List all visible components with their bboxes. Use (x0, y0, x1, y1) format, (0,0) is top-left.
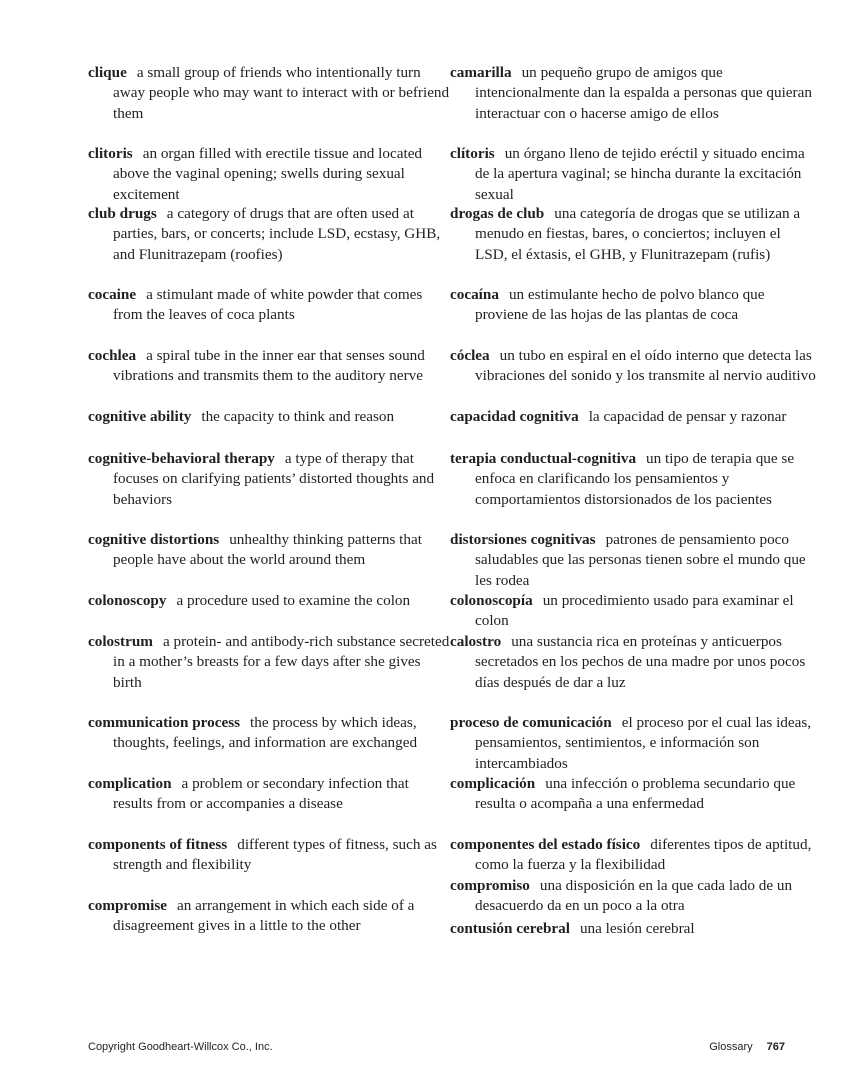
glossary-entry (450, 407, 817, 427)
glossary-entry (450, 285, 817, 326)
glossary-entry (450, 774, 817, 815)
glossary-entry (88, 346, 451, 387)
glossary-term: clitoris (88, 145, 133, 162)
glossary-entry (88, 632, 451, 693)
glossary-entry (88, 530, 451, 571)
glossary-definition: a small group of friends who intentionally turn away people who may want to interact with or befriend them (113, 64, 450, 122)
glossary-entry (450, 449, 817, 510)
glossary-entry (88, 63, 451, 124)
glossary-definition: un órgano lleno de tejido eréctil y situado encima de la apertura vaginal; se hincha durante la excitación sexual (475, 145, 805, 203)
glossary-term: clítoris (450, 145, 495, 162)
glossary-definition: an organ filled with erectile tissue and located above the vaginal opening; swells during sexual excitement (113, 145, 423, 203)
glossary-definition: a protein- and antibody-rich substance secreted in a mother’s breasts for a few days after she gives birth (113, 633, 450, 691)
glossary-term: drogas de club (450, 205, 545, 222)
glossary-definition: the capacity to think and reason (201, 408, 395, 425)
glossary-term: components of fitness (88, 836, 228, 853)
glossary-definition: una infección o problema secundario que resulta o acompaña a una enfermedad (475, 775, 796, 813)
page-number: 767 (766, 1041, 785, 1053)
glossary-definition: a problem or secondary infection that results from or accompanies a disease (113, 775, 409, 813)
glossary-term: cognitive distortions (88, 531, 220, 548)
glossary-term: colonoscopía (450, 592, 533, 609)
glossary-definition: a type of therapy that focuses on clarifying patients’ distorted thoughts and behaviors (113, 450, 435, 508)
glossary-entry (88, 774, 451, 815)
glossary-entry (88, 713, 451, 754)
glossary-definition: a procedure used to examine the colon (176, 592, 411, 609)
glossary-definition: a category of drugs that are often used at parties, bars, or concerts; include LSD, ecstasy, GHB, and Flunitrazepam (roofies) (113, 205, 441, 263)
glossary-term: clique (88, 64, 127, 81)
glossary-definition: diferentes tipos de aptitud, como la fuerza y la flexibilidad (475, 836, 812, 874)
glossary-definition: a stimulant made of white powder that comes from the leaves of coca plants (113, 286, 423, 324)
page-footer (709, 1041, 785, 1053)
glossary-term: cochlea (88, 347, 137, 364)
glossary-entry (450, 346, 817, 387)
glossary-term: complication (88, 775, 172, 792)
glossary-definition: la capacidad de pensar y razonar (588, 408, 787, 425)
glossary-term: distorsiones cognitivas (450, 531, 596, 548)
glossary-definition: una categoría de drogas que se utilizan a menudo en fiestas, bares, o conciertos; incluyen el LSD, el éxtasis, el GHB, y Flunitrazepam (rufis) (475, 205, 801, 263)
glossary-entry (450, 713, 817, 774)
glossary-definition: un tubo en espiral en el oído interno que detecta las vibraciones del sonido y los transmite al nervio auditivo (475, 347, 816, 385)
glossary-definition: el proceso por el cual las ideas, pensamientos, sentimientos, e información son intercambiados (475, 714, 812, 772)
glossary-term: colonoscopy (88, 592, 167, 609)
glossary-term: cocaína (450, 286, 499, 303)
glossary-term: calostro (450, 633, 502, 650)
glossary-term: complicación (450, 775, 536, 792)
glossary-entry (88, 591, 451, 611)
glossary-definition: un pequeño grupo de amigos que intencionalmente dan la espalda a personas que quieran interactuar con o hacerse amigo de ellos (475, 64, 812, 122)
glossary-entry (88, 204, 451, 265)
glossary-term: communication process (88, 714, 241, 731)
glossary-term: compromise (88, 897, 168, 914)
glossary-entry (450, 144, 817, 205)
glossary-definition: un estimulante hecho de polvo blanco que proviene de las hojas de las plantas de coca (475, 286, 765, 324)
glossary-entry (450, 204, 817, 265)
glossary-entry (88, 835, 451, 876)
glossary-definition: una disposición en la que cada lado de un desacuerdo da en un poco a la otra (475, 877, 793, 915)
glossary-entry (88, 896, 451, 937)
glossary-term: componentes del estado físico (450, 836, 641, 853)
glossary-term: cocaine (88, 286, 137, 303)
glossary-term: cóclea (450, 347, 490, 364)
glossary-definition: unhealthy thinking patterns that people have about the world around them (113, 531, 422, 569)
glossary-entry (450, 835, 817, 876)
glossary-entry (450, 530, 817, 591)
glossary-definition: un tipo de terapia que se enfoca en clarificando los pensamientos y comportamientos distorsionados de los pacientes (475, 450, 795, 508)
glossary-term: contusión cerebral (450, 920, 570, 937)
glossary-entry (450, 919, 817, 939)
glossary-entry (450, 591, 817, 632)
glossary-entry (450, 63, 817, 124)
glossary-entry (450, 632, 817, 693)
glossary-term: club drugs (88, 205, 157, 222)
glossary-term: terapia conductual-cognitiva (450, 450, 637, 467)
glossary-term: cognitive ability (88, 408, 192, 425)
glossary-term: colostrum (88, 633, 153, 650)
glossary-definition: patrones de pensamiento poco saludables que las personas tienen sobre el mundo que les rodea (475, 531, 806, 589)
glossary-definition: un procedimiento usado para examinar el colon (475, 592, 794, 630)
glossary-definition: an arrangement in which each side of a disagreement gives in a little to the other (113, 897, 415, 935)
glossary-definition: different types of fitness, such as strength and flexibility (113, 836, 437, 874)
glossary-term: proceso de comunicación (450, 714, 612, 731)
glossary-entry (88, 285, 451, 326)
glossary-entry (88, 144, 451, 205)
glossary-entry (88, 407, 451, 427)
glossary-entry (88, 449, 451, 510)
glossary-definition: the process by which ideas, thoughts, feelings, and information are exchanged (113, 714, 418, 752)
glossary-definition: una sustancia rica en proteínas y anticuerpos secretados en los pechos de una madre por unos pocos días después de dar a luz (475, 633, 806, 691)
glossary-term: capacidad cognitiva (450, 408, 579, 425)
glossary-definition: a spiral tube in the inner ear that senses sound vibrations and transmits them to the auditory nerve (113, 347, 425, 385)
section-label: Glossary (709, 1041, 753, 1053)
copyright-notice: Copyright Goodheart-Willcox Co., Inc. (88, 1041, 273, 1053)
glossary-term: cognitive-behavioral therapy (88, 450, 275, 467)
glossary-definition: una lesión cerebral (579, 920, 695, 937)
glossary-entry (450, 876, 817, 917)
glossary-term: camarilla (450, 64, 512, 81)
glossary-term: compromiso (450, 877, 530, 894)
